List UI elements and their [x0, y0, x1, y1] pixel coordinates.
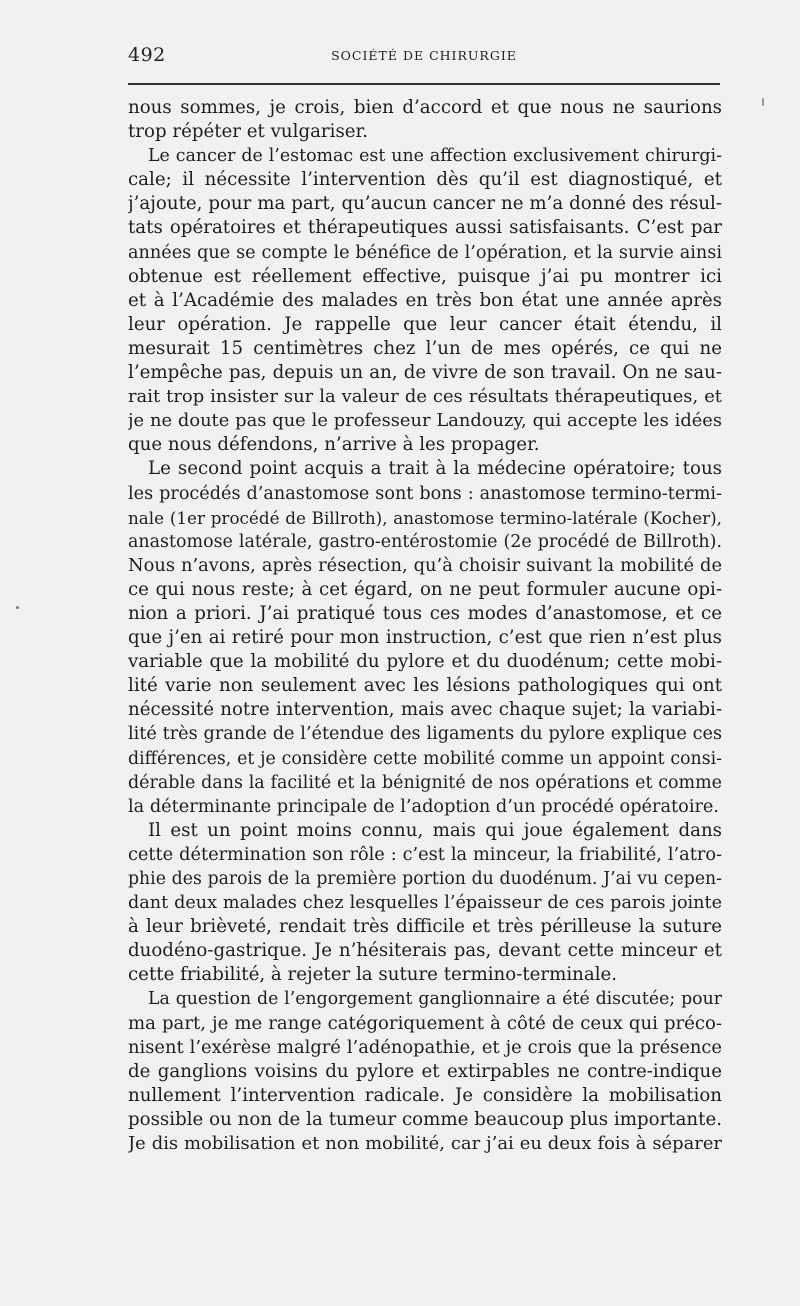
text-line: cale; il nécessite l’intervention dès qu’il est diagnostiqué, et: [128, 169, 722, 191]
text-line: leur opération. Je rappelle que leur cancer était étendu, il: [128, 313, 722, 335]
text-line: que j’en ai retiré pour mon instruction, c’est que rien n’est plus: [128, 627, 722, 649]
text-line: je ne doute pas que le professeur Landouzy, qui accepte les idées: [128, 410, 722, 432]
text-line: La question de l’engorgement ganglionnaire a été discutée; pour: [148, 989, 722, 1010]
text-line: ma part, je me range catégoriquement à côté de ceux qui préco-: [128, 1012, 722, 1034]
text-line: ce qui nous reste; à cet égard, on ne peut formuler aucune opi-: [128, 578, 722, 600]
text-line: et à l’Académie des malades en très bon état une année après: [128, 289, 722, 311]
page-header: [128, 44, 720, 72]
text-line: cette friabilité, à rejeter la suture termino-terminale.: [128, 964, 618, 986]
text-line: duodéno-gastrique. Je n’hésiterais pas, devant cette minceur et: [128, 940, 722, 962]
text-line: la déterminante principale de l’adoption d’un procédé opératoire.: [128, 796, 720, 817]
text-line: tats opératoires et thérapeutiques aussi satisfaisants. C’est par: [128, 217, 722, 239]
header-rule: [128, 83, 720, 85]
text-line: variable que la mobilité du pylore et du duodénum; cette mobi-: [128, 651, 722, 673]
text-line: nisent l’exérèse malgré l’adénopathie, et je crois que la présence: [128, 1036, 722, 1058]
text-line: possible ou non de la tumeur comme beaucoup plus importante.: [128, 1108, 722, 1130]
text-line: obtenue est réellement effective, puisque j’ai pu montrer ici: [128, 265, 722, 287]
running-title: SOCIÉTÉ DE CHIRURGIE: [331, 48, 517, 63]
text-line: années que se compte le bénéfice de l’opération, et la survie ainsi: [128, 242, 722, 263]
text-line: rait trop insister sur la valeur de ces résultats thérapeutiques, et: [128, 386, 722, 408]
text-line: Nous n’avons, après résection, qu’à choisir suivant la mobilité de: [128, 554, 722, 576]
text-line: nous sommes, je crois, bien d’accord et que nous ne saurions: [128, 97, 722, 118]
text-line: nécessité notre intervention, mais avec chaque sujet; la variabi-: [128, 699, 722, 721]
text-line: phie des parois de la première portion du duodénum. J’ai vu cepen-: [128, 869, 722, 889]
body-text: [128, 96, 722, 1156]
text-line: différences, et je considère cette mobilité comme un appoint consi-: [128, 748, 722, 769]
text-line: Le second point acquis a trait à la médecine opératoire; tous: [148, 458, 722, 480]
text-line: l’empêche pas, depuis un an, de vivre de son travail. On ne sau-: [128, 362, 722, 384]
text-line: nion a priori. J’ai pratiqué tous ces modes d’anastomose, et ce: [128, 602, 722, 624]
text-line: trop répéter et vulgariser.: [128, 121, 369, 143]
text-line: Il est un point moins connu, mais qui joue également dans: [148, 819, 722, 841]
text-line: dant deux malades chez lesquelles l’épaisseur de ces parois jointe: [128, 893, 722, 914]
text-line: mesurait 15 centimètres chez l’un de mes opérés, ce qui ne: [128, 337, 722, 359]
page-number: 492: [128, 44, 166, 66]
text-line: Le cancer de l’estomac est une affection exclusivement chirurgi-: [148, 146, 722, 167]
scan-speck: [16, 606, 19, 609]
text-line: dérable dans la facilité et la bénignité de nos opérations et comme: [128, 772, 722, 793]
text-line: que nous défendons, n’arrive à les propager.: [128, 434, 540, 456]
text-line: anastomose latérale, gastro-entérostomie (2e procédé de Billroth).: [128, 531, 722, 552]
text-line: Je dis mobilisation et non mobilité, car j’ai eu deux fois à séparer: [128, 1133, 722, 1155]
text-line: lité très grande de l’étendue des ligaments du pylore explique ces: [128, 724, 722, 745]
text-line: nale (1er procédé de Billroth), anastomose termino-latérale (Kocher),: [128, 507, 722, 528]
text-line: lité varie non seulement avec les lésions pathologiques qui ont: [128, 675, 722, 697]
text-line: à leur brièveté, rendait très difficile et très périlleuse la suture: [128, 916, 722, 938]
text-line: de ganglions voisins du pylore et extirpables ne contre-indique: [128, 1060, 722, 1082]
text-line: les procédés d’anastomose sont bons : anastomose termino-termi-: [128, 483, 722, 504]
text-line: nullement l’intervention radicale. Je considère la mobilisation: [128, 1084, 722, 1106]
text-line: j’ajoute, pour ma part, qu’aucun cancer ne m’a donné des résul-: [128, 193, 722, 215]
scan-speck: [762, 98, 764, 106]
text-line: cette détermination son rôle : c’est la minceur, la friabilité, l’atro-: [128, 844, 722, 865]
